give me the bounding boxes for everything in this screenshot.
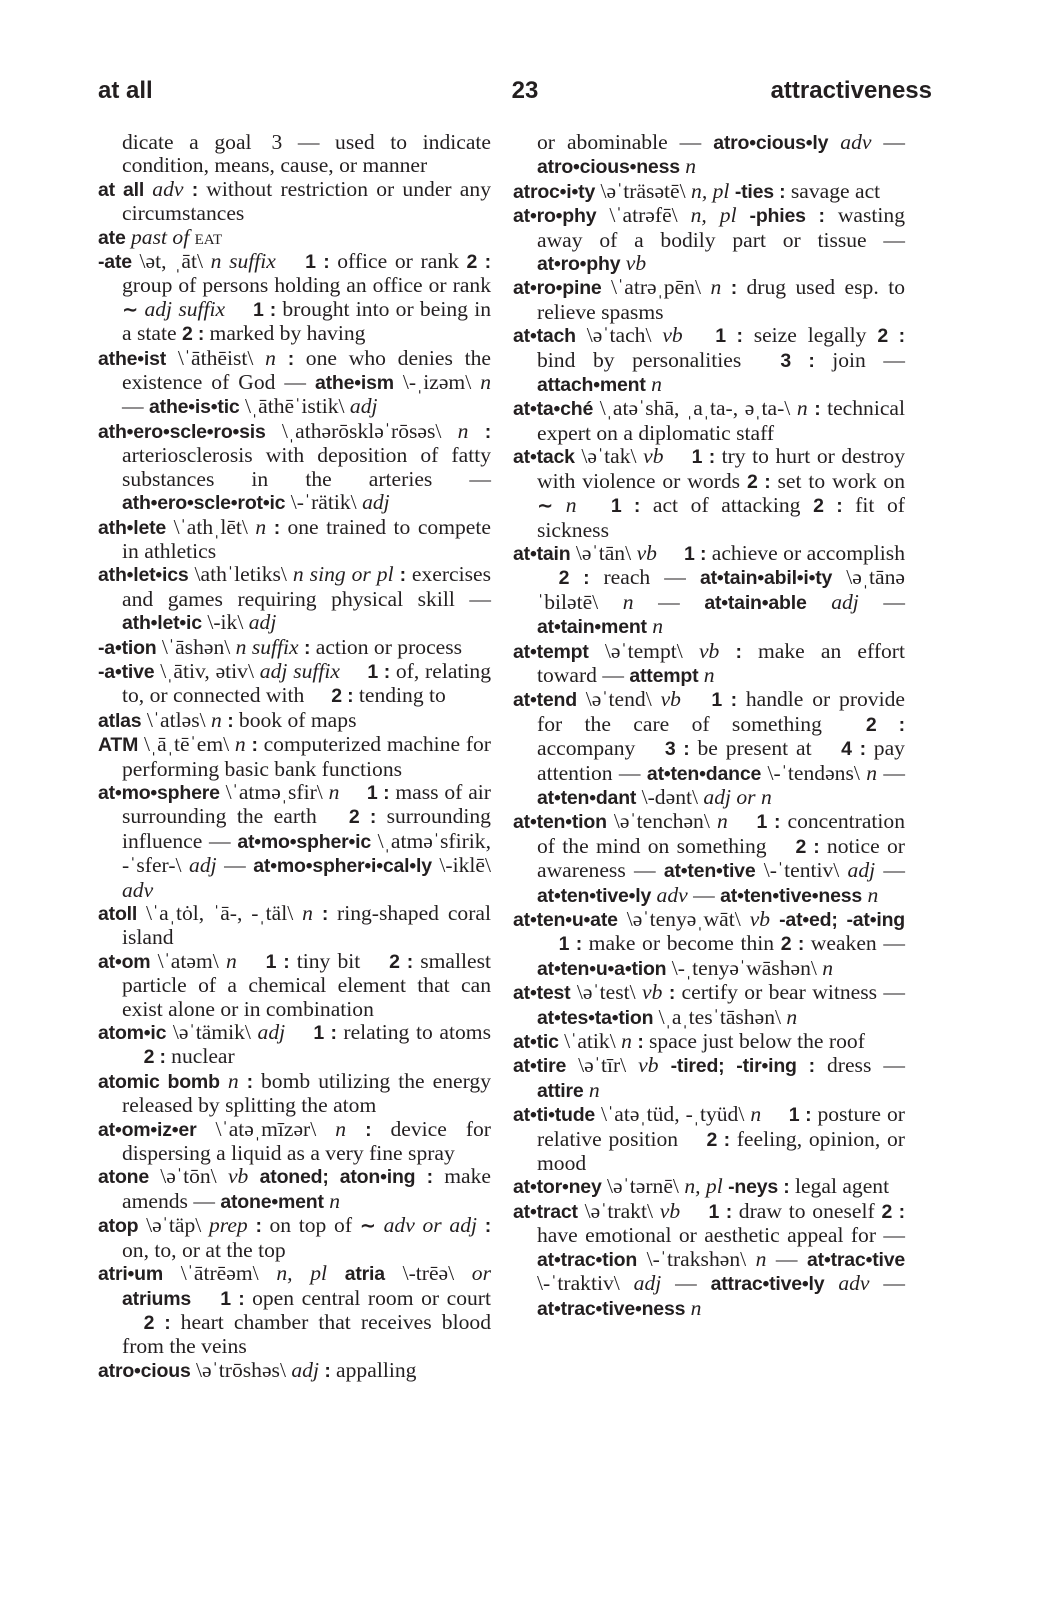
guide-word-left: at all bbox=[98, 77, 153, 104]
right-column bbox=[513, 131, 905, 1321]
dictionary-entry: at•tor•ney \əˈtərnē\ n, pl -neys : legal agent bbox=[513, 1174, 890, 1199]
dictionary-entry: at•ten•tion \əˈtenchən\ n 1 : concentration of the mind on something 2 : notice or awareness — at•ten•tive \-ˈtentiv\ adj — at•ten•tive•ly adv — at•ten•tive•ness n bbox=[513, 809, 905, 907]
dictionary-entry: atroc•i•ty \əˈträsətē\ n, pl -ties : savage act bbox=[513, 178, 881, 203]
entry-continuation: or abominable — atro•cious•ly adv — atro•cious•ness n bbox=[537, 130, 906, 179]
dictionary-entry: ath•ero•scle•ro•sis \ˌathərōskləˈrōsəs\ n : arteriosclerosis with deposition of fatty substances in the arteries — ath•ero•scle•rot•ic \-ˈrätik\ adj bbox=[98, 418, 491, 515]
dictionary-entry: atro•cious \əˈtrōshəs\ adj : appalling bbox=[98, 1357, 417, 1382]
dictionary-entry: -a•tive \ˌātiv, ətiv\ adj suffix 1 : of, relating to, or connected with 2 : tending to bbox=[98, 658, 491, 708]
dictionary-entry: athe•ist \ˈāthēist\ n : one who denies the existence of God — athe•ism \-ˌizəm\ n — athe•is•tic \ˌāthēˈistik\ adj bbox=[98, 345, 491, 419]
dictionary-entry: ath•lete \ˈathˌlēt\ n : one trained to compete in athletics bbox=[98, 514, 491, 563]
dictionary-entry: atone \əˈtōn\ vb atoned; aton•ing : make amends — atone•ment n bbox=[98, 1164, 491, 1213]
dictionary-entry: at•ta•ché \ˌatəˈshā, ˌaˌta-, əˌta-\ n : technical expert on a diplomatic staff bbox=[513, 396, 906, 445]
dictionary-entry: atoll \ˈaˌtȯl, ˈā-, -ˌtäl\ n : ring-shaped coral island bbox=[98, 901, 491, 950]
left-column bbox=[98, 131, 491, 1383]
dictionary-entry: atri•um \ˈātrēəm\ n, pl atria \-trēə\ or atriums 1 : open central room or court 2 : heart chamber that receives blood from the veins bbox=[98, 1261, 491, 1359]
dictionary-entry: at•tire \əˈtīr\ vb -tired; -tir•ing : dress — attire n bbox=[513, 1053, 905, 1102]
entry-continuation: dicate a goal 3 — used to indicate condition, means, cause, or manner bbox=[122, 130, 491, 178]
dictionary-entry: at•tain \əˈtān\ vb 1 : achieve or accomplish 2 : reach — at•tain•abil•i•ty \əˌtānəˈbilətē\ n — at•tain•able adj — at•tain•ment n bbox=[513, 540, 906, 639]
guide-word-right: attractiveness bbox=[770, 77, 932, 104]
page-number: 23 bbox=[511, 77, 539, 104]
dictionary-entry: ath•let•ics \athˈletiks\ n sing or pl : exercises and games requiring physical skill — ath•let•ic \-ik\ adj bbox=[98, 562, 491, 635]
dictionary-entry: ATM \ˌāˌtēˈem\ n : computerized machine for performing basic bank functions bbox=[98, 732, 491, 781]
dictionary-entry: at•tic \ˈatik\ n : space just below the roof bbox=[513, 1029, 865, 1054]
dictionary-entry: at•ti•tude \ˈatəˌtüd, -ˌtyüd\ n 1 : posture or relative position 2 : feeling, opinion, or mood bbox=[513, 1102, 905, 1176]
dictionary-entry: at•mo•sphere \ˈatməˌsfir\ n 1 : mass of air surrounding the earth 2 : surrounding influence — at•mo•spher•ic \ˌatməˈsfirik, -ˈsfer-\ adj — at•mo•spher•i•cal•ly \-iklē\ adv bbox=[98, 779, 491, 902]
dictionary-entry: at•tach \əˈtach\ vb 1 : seize legally 2 : bind by personalities 3 : join — attach•ment n bbox=[513, 323, 905, 397]
dictionary-entry: at•ro•pine \ˈatrəˌpēn\ n : drug used esp. to relieve spasms bbox=[513, 275, 905, 324]
dictionary-entry: -ate \ət, ˌāt\ n suffix 1 : office or rank 2 : group of persons holding an office or rank ∼ adj suffix 1 : brought into or being in a state 2 : marked by having bbox=[98, 249, 491, 346]
dictionary-entry: at•tend \əˈtend\ vb 1 : handle or provide for the care of something 2 : accompany 3 : be present at 4 : pay attention — at•ten•dance \-ˈtendəns\ n — at•ten•dant \-dənt\ adj or n bbox=[513, 687, 906, 809]
dictionary-entry: -a•tion \ˈāshən\ n suffix : action or process bbox=[98, 634, 463, 659]
dictionary-entry: at•tract \əˈtrakt\ vb 1 : draw to oneself 2 : have emotional or aesthetic appeal for — at•trac•tion \-ˈtrakshən\ n — at•trac•tive \-ˈtraktiv\ adj — attrac•tive•ly adv — at•trac•tive•ness n bbox=[513, 1198, 905, 1320]
dictionary-entry: atlas \ˈatləs\ n : book of maps bbox=[98, 707, 357, 732]
dictionary-entry: atomic bomb n : bomb utilizing the energy released by splitting the atom bbox=[98, 1068, 491, 1118]
dictionary-entry: at•ten•u•ate \əˈtenyəˌwāt\ vb -at•ed; -at•ing 1 : make or become thin 2 : weaken — at•ten•u•a•tion \-ˌtenyəˈwāshən\ n bbox=[513, 907, 905, 980]
dictionary-entry: at•om \ˈatəm\ n 1 : tiny bit 2 : smallest particle of a chemical element that can exist alone or in combination bbox=[98, 948, 491, 1021]
dictionary-entry: at•tack \əˈtak\ vb 1 : try to hurt or destroy with violence or words 2 : set to work on ∼ n 1 : act of attacking 2 : fit of sickness bbox=[513, 444, 905, 542]
dictionary-entry: at•test \əˈtest\ vb : certify or bear witness — at•tes•ta•tion \ˌaˌtesˈtāshən\ n bbox=[513, 980, 906, 1029]
dictionary-entry: at•tempt \əˈtempt\ vb : make an effort toward — attempt n bbox=[513, 638, 905, 687]
dictionary-entry: atop \əˈtäp\ prep : on top of ∼ adv or adj : on, to, or at the top bbox=[98, 1213, 492, 1262]
dictionary-entry: at•om•iz•er \ˈatəˌmīzər\ n : device for dispersing a liquid as a very fine spray bbox=[98, 1116, 491, 1166]
dictionary-entry: atom•ic \əˈtämik\ adj 1 : relating to atoms 2 : nuclear bbox=[98, 1020, 491, 1069]
dictionary-entry: at•ro•phy \ˈatrəfē\ n, pl -phies : wasting away of a bodily part or tissue — at•ro•phy vb bbox=[513, 203, 905, 276]
dictionary-entry: at all adv : without restriction or under any circumstances bbox=[98, 176, 491, 226]
dictionary-entry: ate past of eat bbox=[98, 224, 223, 249]
